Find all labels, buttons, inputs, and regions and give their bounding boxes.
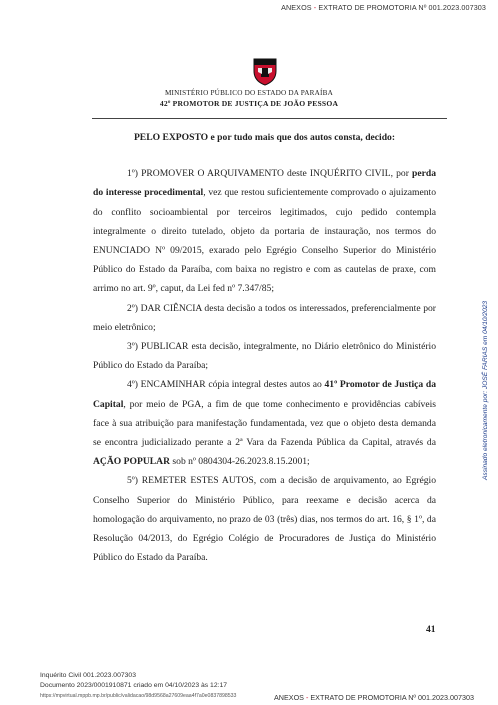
page-number: 41 bbox=[426, 624, 436, 635]
lead-paragraph: PELO EXPOSTO e por tudo mais que dos autos consta, decido: bbox=[133, 132, 396, 143]
page-header bbox=[281, 3, 486, 12]
office-name: 42º PROMOTOR DE JUSTIÇA DE JOÃO PESSOA bbox=[159, 99, 339, 108]
item-2-paragraph: 2º) DAR CIÊNCIA desta decisão a todos os interessados, preferencialmente por meio eletrônico; bbox=[93, 302, 436, 333]
item-4-paragraph: 4º) ENCAMINHAR cópia integral destes autos ao 41º Promotor de Justiça da Capital, por meio de PGA, a fim de que tome conhecimento e providências cabíveis face à sua atribuição para manifestação fundamentada, vez que o objeto desta demanda se encontra judicializado perante a 2ª Vara da Fazenda Pública da Capital, através da AÇÃO POPULAR sob nº 0804304-26.2023.8.15.2001; bbox=[93, 379, 436, 468]
item-5-paragraph: 5º) REMETER ESTES AUTOS, com a decisão de arquivamento, ao Egrégio Conselho Superior do Ministério Público, para reexame e decisão acerca da homologação do arquivamento, no prazo de 03 (três) dias, nos termos do art. 16, § 1º, da Resolução 04/2013, do Egrégio Colégio de Procuradores de Justiça do Ministério Público do Estado da Paraíba. bbox=[93, 475, 436, 564]
footer-validation-link[interactable]: https://mpvirtual.mppb.mp.br/public/validacao/98d9568a27609eaa4f7a0e0837898533 bbox=[40, 693, 237, 699]
header-rule bbox=[92, 118, 447, 119]
header-dash: - bbox=[313, 3, 317, 12]
footer-case-number: Inquérito Civil 001.2023.007303 bbox=[40, 672, 136, 679]
organization-name: MINISTÉRIO PÚBLICO DO ESTADO DA PARAÍBA bbox=[164, 89, 334, 97]
coat-of-arms-emblem-icon bbox=[250, 56, 280, 86]
header-title: EXTRATO DE PROMOTORIA Nº 001.2023.007303 bbox=[318, 3, 486, 12]
header-section: ANEXOS bbox=[281, 3, 312, 12]
signature-stamp: Assinado eletronicamente por: JOSÉ FARIAS em 04/10/2023 bbox=[482, 300, 489, 480]
footer-document-info: Documento 2023/0001910871 criado em 04/10/2023 às 12:17 bbox=[40, 682, 228, 689]
decision-body bbox=[93, 128, 436, 567]
footer-extract-title: ANEXOS - EXTRATO DE PROMOTORIA Nº 001.2023.007303 bbox=[274, 693, 474, 702]
item-3-paragraph: 3º) PUBLICAR esta decisão, integralmente, no Diário eletrônico do Ministério Público do Estado da Paraíba; bbox=[93, 341, 436, 372]
item-1-paragraph: 1º) PROMOVER O ARQUIVAMENTO deste INQUÉRITO CIVIL, por perda do interesse procedimental, vez que restou suficientemente comprovado o ajuizamento do conflito socioambiental por terceiros legitimados, cujo pedido contempla integralmente o direito tutelado, objeto da portaria de instauração, nos termos do ENUNCIADO Nº 09/2015, exarado pelo Egrégio Conselho Superior do Ministério Público do Estado da Paraíba, com baixa no registro e com as cautelas de praxe, com arrimo no art. 9º, caput, da Lei fed nº 7.347/85; bbox=[93, 168, 436, 295]
